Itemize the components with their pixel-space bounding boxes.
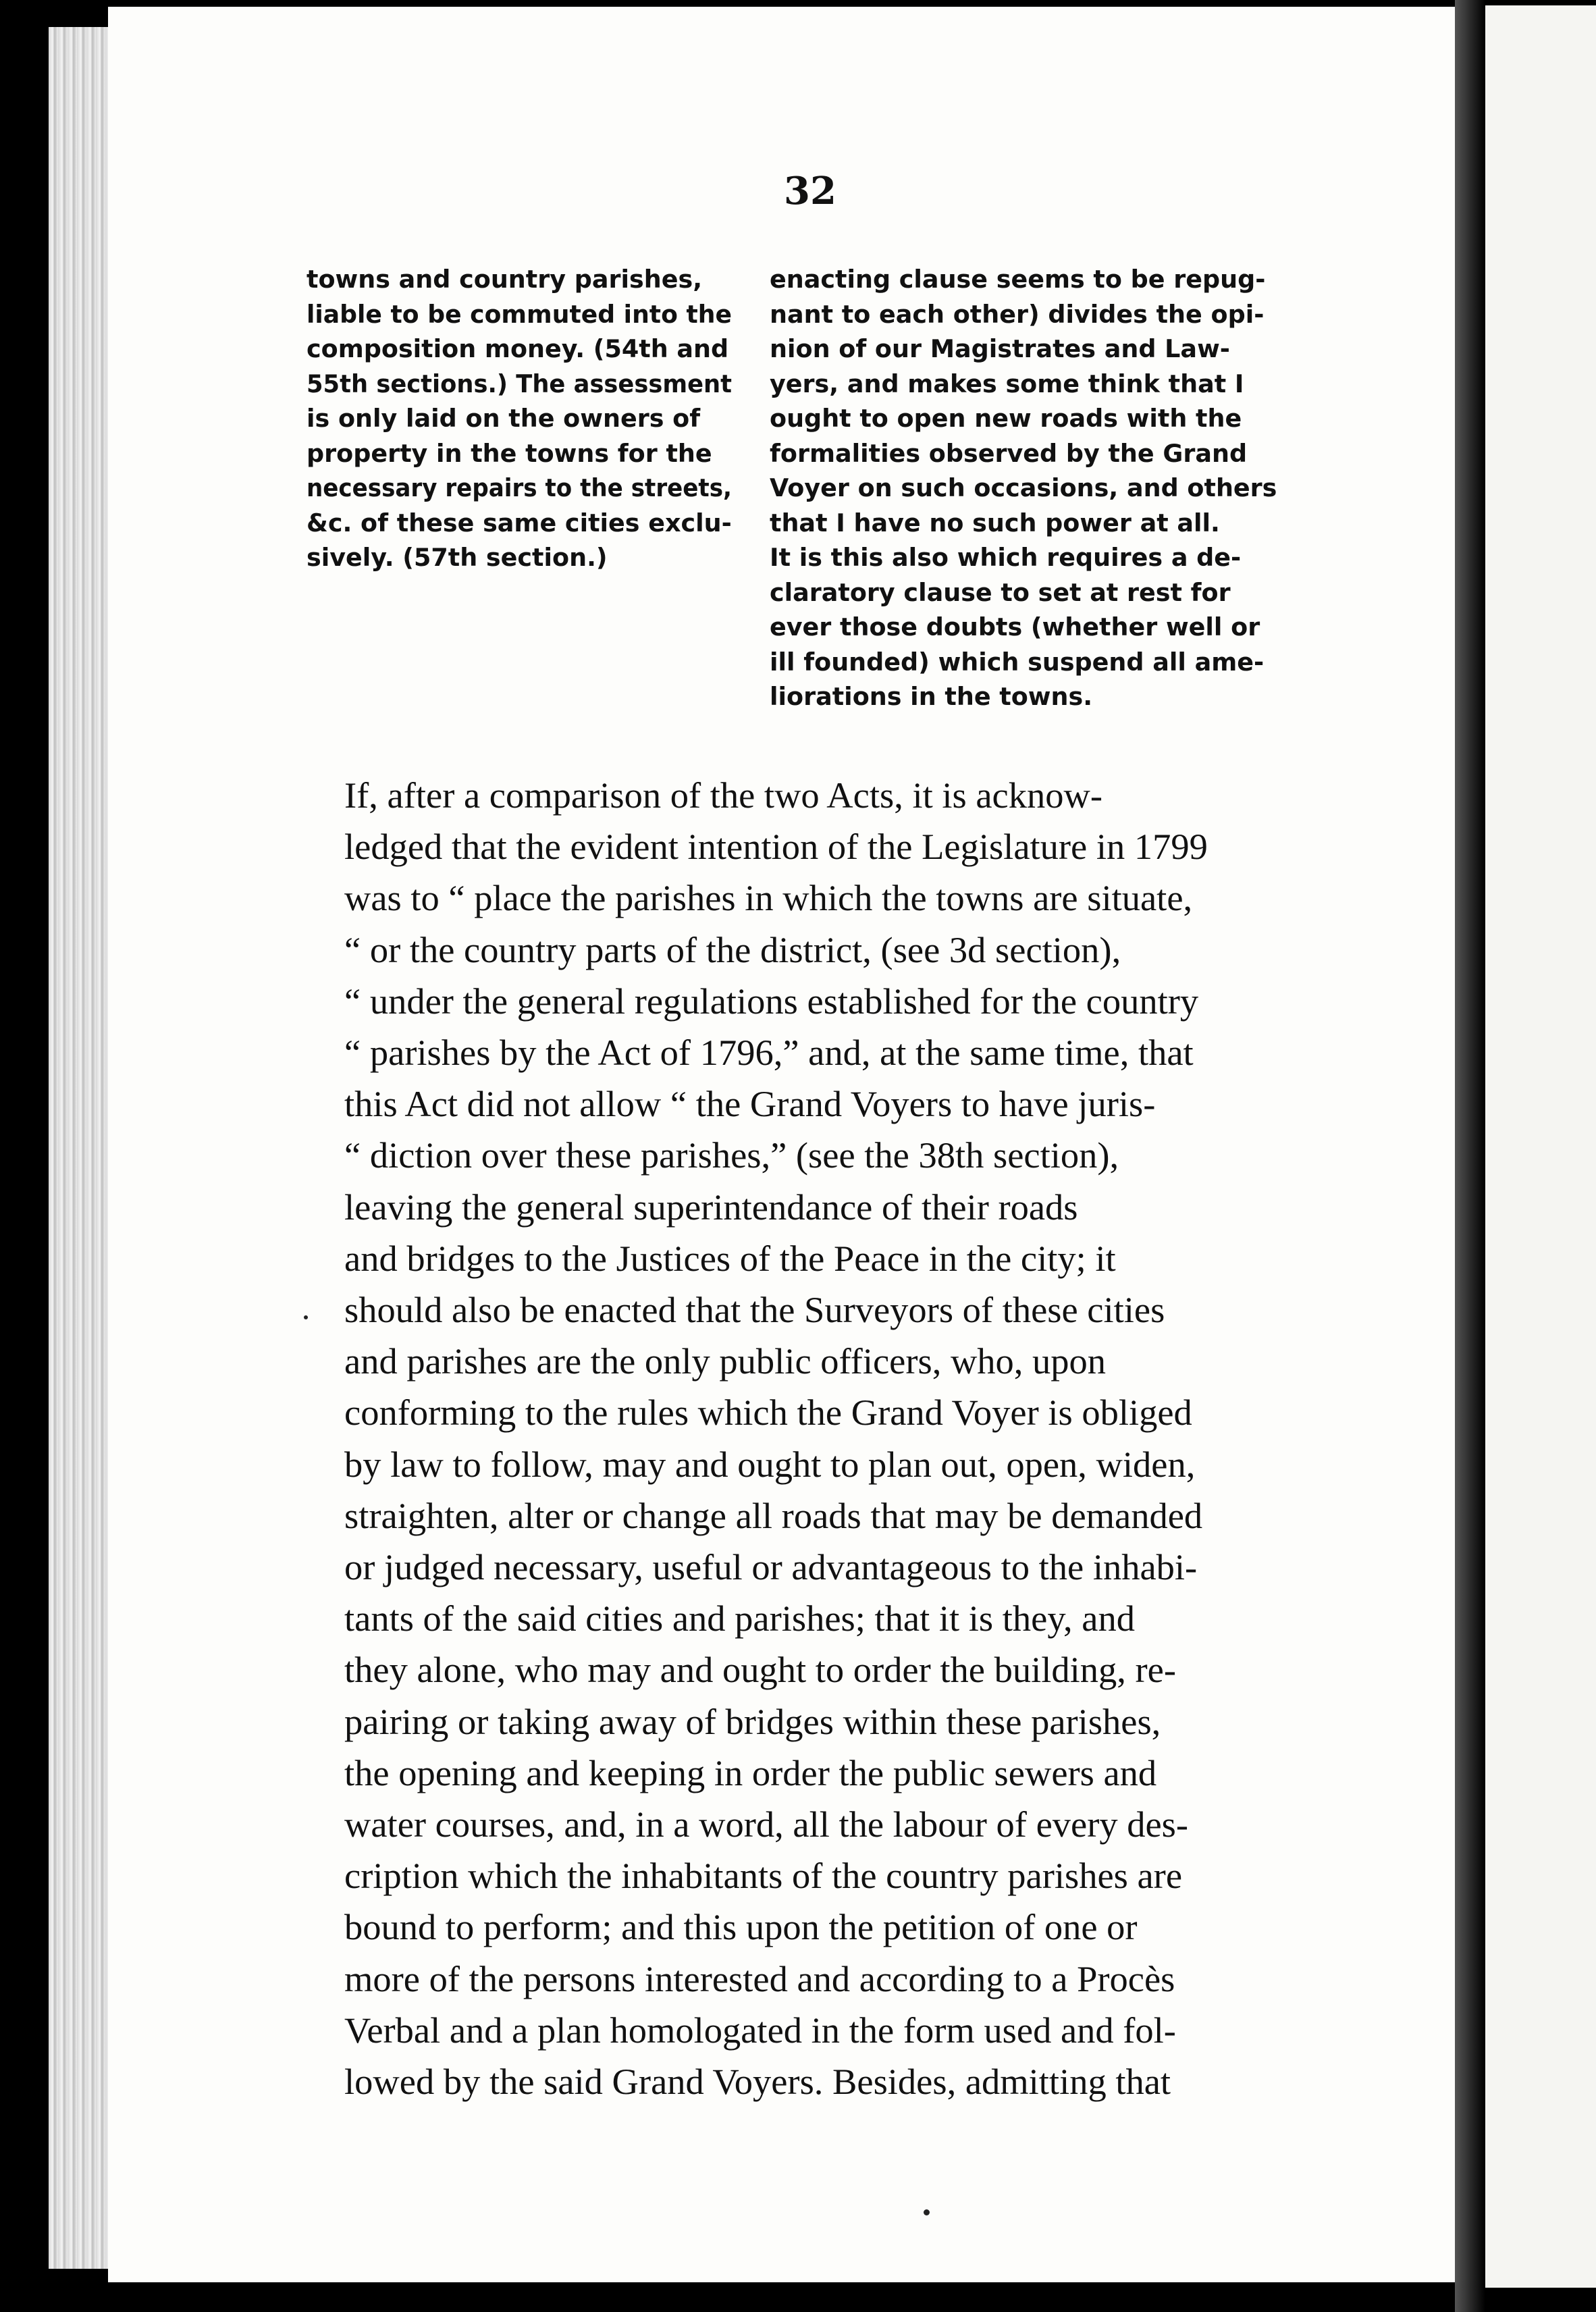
body-line: tants of the said cities and parishes; that it is they, and — [344, 1598, 1135, 1639]
body-line: this Act did not allow “ the Grand Voyers to have juris- — [344, 1083, 1156, 1125]
left-column-line: composition money. (54th and — [307, 334, 729, 363]
body-line: should also be enacted that the Surveyors of these cities — [344, 1289, 1165, 1331]
page-number: 32 — [784, 169, 836, 213]
body-line: the opening and keeping in order the public sewers and — [344, 1752, 1157, 1793]
left-column-line: necessary repairs to the streets, — [307, 473, 732, 502]
body-line: bound to perform; and this upon the petition of one or — [344, 1906, 1138, 1948]
body-line: and parishes are the only public officers, who, upon — [344, 1340, 1107, 1382]
body-line: If, after a comparison of the two Acts, it is acknow- — [344, 774, 1102, 816]
left-column-line: liable to be commuted into the — [307, 299, 732, 329]
body-line: water courses, and, in a word, all the labour of every des- — [344, 1804, 1189, 1845]
body-line: cription which the inhabitants of the country parishes are — [344, 1855, 1183, 1897]
right-column-line: ever those doubts (whether well or — [770, 612, 1260, 641]
body-line: leaving the general superintendance of their roads — [344, 1186, 1078, 1228]
body-line: “ diction over these parishes,” (see the 38th section), — [344, 1134, 1119, 1176]
body-line: straighten, alter or change all roads that may be demanded — [344, 1494, 1203, 1536]
right-column-line: ought to open new roads with the — [770, 404, 1242, 433]
page-edges — [49, 27, 109, 2269]
body-line: and bridges to the Justices of the Peace in the city; it — [344, 1237, 1116, 1279]
right-column-line: claratory clause to set at rest for — [770, 577, 1231, 607]
book-page — [108, 7, 1455, 2282]
body-line: conforming to the rules which the Grand Voyer is obliged — [344, 1392, 1192, 1434]
right-column-line: It is this also which requires a de- — [770, 543, 1242, 572]
left-column-line: sively. (57th section.) — [307, 543, 608, 572]
body-line: Verbal and a plan homologated in the form used and fol- — [344, 2009, 1176, 2051]
right-column-line: ill founded) which suspend all ame- — [770, 647, 1265, 677]
right-column-line: Voyer on such occasions, and others — [770, 473, 1277, 502]
ink-speck — [304, 1315, 308, 1319]
body-line: “ or the country parts of the district, (see 3d section), — [344, 928, 1121, 970]
body-line: pairing or taking away of bridges within these parishes, — [344, 1700, 1161, 1742]
body-line: “ parishes by the Act of 1796,” and, at the same time, that — [344, 1032, 1194, 1074]
facing-page-edge — [1485, 5, 1596, 2288]
body-line: or judged necessary, useful or advantageous to the inhabi- — [344, 1546, 1198, 1588]
right-column-line: liorations in the towns. — [770, 682, 1093, 711]
left-column-line: is only laid on the owners of — [307, 404, 701, 433]
right-column-line: nion of our Magistrates and Law- — [770, 334, 1230, 363]
left-column-line: &c. of these same cities exclu- — [307, 508, 732, 537]
body-line: by law to follow, may and ought to plan out, open, widen, — [344, 1443, 1196, 1485]
body-line: ledged that the evident intention of the Legislature in 1799 — [344, 826, 1208, 868]
right-column-line: nant to each other) divides the opi- — [770, 299, 1265, 329]
right-column-line: yers, and makes some think that I — [770, 369, 1244, 398]
right-column-line: enacting clause seems to be repug- — [770, 265, 1266, 294]
body-line: lowed by the said Grand Voyers. Besides, admitting that — [344, 2061, 1171, 2103]
right-column-line: that I have no such power at all. — [770, 508, 1220, 537]
left-column-line: 55th sections.) The assessment — [307, 369, 732, 398]
left-column-line: property in the towns for the — [307, 438, 712, 468]
body-line: “ under the general regulations established for the country — [344, 980, 1199, 1022]
body-line: they alone, who may and ought to order the building, re- — [344, 1649, 1176, 1691]
body-line: was to “ place the parishes in which the towns are situate, — [344, 877, 1193, 919]
body-line: more of the persons interested and according to a Procès — [344, 1958, 1175, 1999]
left-column-line: towns and country parishes, — [307, 265, 703, 294]
ink-speck — [924, 2209, 930, 2215]
body-paragraph — [344, 770, 1425, 2107]
left-column — [307, 262, 847, 575]
right-column-line: formalities observed by the Grand — [770, 438, 1248, 468]
right-column — [770, 262, 1364, 714]
spine-shadow — [1455, 0, 1485, 2312]
